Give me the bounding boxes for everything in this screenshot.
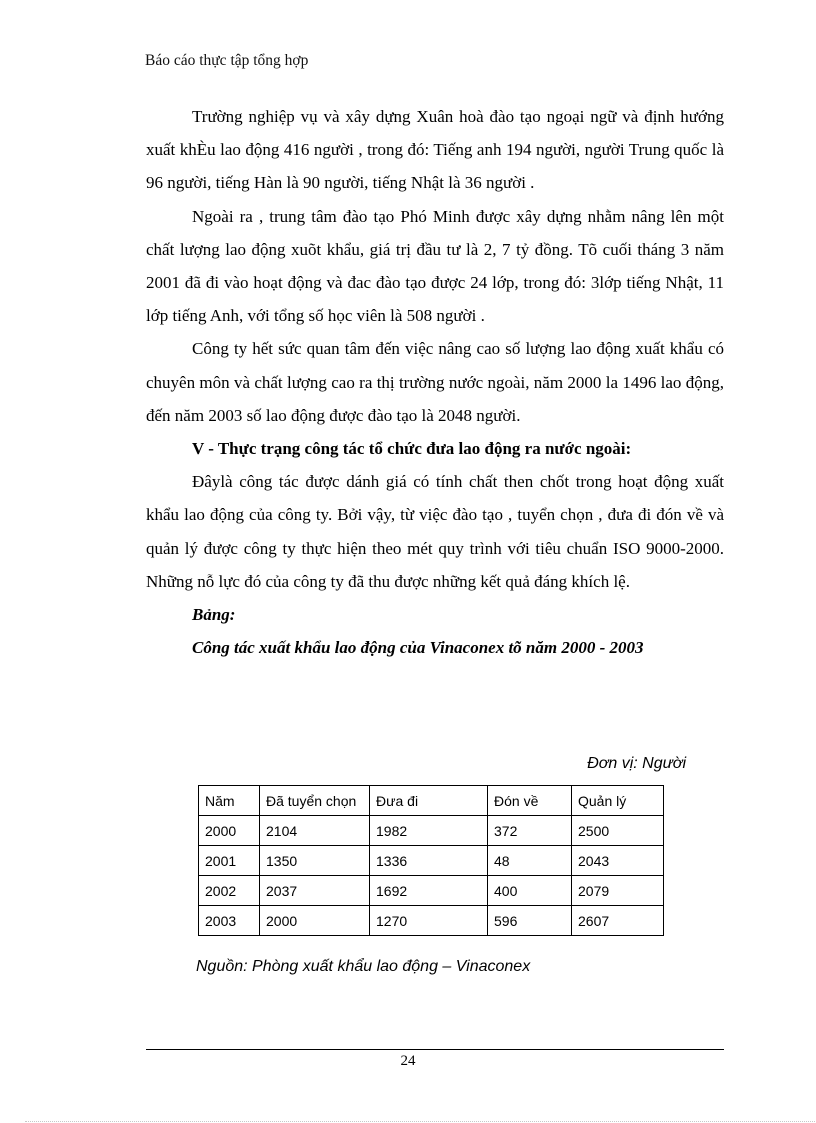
table-cell: 2079 (572, 876, 664, 906)
table-cell: 2500 (572, 816, 664, 846)
table-cell: 1692 (370, 876, 488, 906)
table-cell: 2607 (572, 906, 664, 936)
section-heading: V - Thực trạng công tác tổ chức đưa lao động ra nước ngoài: (192, 439, 632, 459)
unit-label: Đơn vị: Người (587, 755, 686, 772)
table-row (199, 846, 664, 876)
header-cell-returned: Đón về (488, 786, 572, 816)
table-cell: 2001 (199, 846, 260, 876)
table-cell: 372 (488, 816, 572, 846)
table-cell: 1982 (370, 816, 488, 846)
source-note: Nguồn: Phòng xuất khẩu lao động – Vinaconex (196, 958, 531, 975)
table-header-row (199, 786, 664, 816)
header-cell-sent: Đưa đi (370, 786, 488, 816)
header-cell-recruited: Đã tuyển chọn (260, 786, 370, 816)
table-cell: 2003 (199, 906, 260, 936)
page-edge-divider (25, 1121, 815, 1122)
table-label: Bảng: (192, 605, 236, 625)
table-cell: 596 (488, 906, 572, 936)
page-number: 24 (400, 1053, 416, 1069)
table-cell: 2002 (199, 876, 260, 906)
body-text (146, 100, 724, 664)
table-cell: 48 (488, 846, 572, 876)
table-cell: 400 (488, 876, 572, 906)
table-cell: 1350 (260, 846, 370, 876)
page-header: Báo cáo thực tập tổng hợp (145, 52, 309, 69)
table-title: Công tác xuất khẩu lao động của Vinaconex tõ năm 2000 - 2003 (192, 638, 644, 658)
table-row (199, 876, 664, 906)
table-cell: 2000 (199, 816, 260, 846)
footer-divider (146, 1049, 724, 1050)
paragraph-1: Trường nghiệp vụ và xây dựng Xuân hoà đào tạo ngoại ngữ và định hướng xuất khÈu lao động 416 người , trong đó: Tiếng anh 194 người, người Trung quốc là 96 người, tiếng Hàn là 90 người, tiếng Nhật là 36 người . (146, 107, 724, 193)
paragraph-3: Công ty hết sức quan tâm đến việc nâng cao số lượng lao động xuất khẩu có chuyên môn và chất lượng cao ra thị trường nước ngoài, năm 2000 la 1496 lao động, đến năm 2003 số lao động được đào tạo là 2048 người. (146, 339, 724, 425)
header-cell-managed: Quản lý (572, 786, 664, 816)
table-cell: 1336 (370, 846, 488, 876)
table-cell: 2000 (260, 906, 370, 936)
section-paragraph: Đâylà công tác được dánh giá có tính chất then chốt trong hoạt động xuất khẩu lao động của công ty. Bởi vậy, từ việc đào tạo , tuyển chọn , đưa đi đón về và quản lý được công ty thực hiện theo mét quy trình với tiêu chuẩn ISO 9000-2000. Những nỗ lực đó của công ty đã thu được những kết quả đáng khích lệ. (146, 472, 724, 591)
table-cell: 2037 (260, 876, 370, 906)
table-row (199, 906, 664, 936)
table-cell: 2104 (260, 816, 370, 846)
table-row (199, 816, 664, 846)
table-cell: 1270 (370, 906, 488, 936)
header-cell-year: Năm (199, 786, 260, 816)
paragraph-2: Ngoài ra , trung tâm đào tạo Phó Minh được xây dựng nhằm nâng lên một chất lượng lao động xuõt khẩu, giá trị đầu tư là 2, 7 tỷ đồng. Tõ cuối tháng 3 năm 2001 đã đi vào hoạt động và đac đào tạo được 24 lớp, trong đó: 3lớp tiếng Nhật, 11 lớp tiếng Anh, với tổng số học viên là 508 người . (146, 206, 724, 326)
data-table (198, 785, 664, 936)
table-cell: 2043 (572, 846, 664, 876)
